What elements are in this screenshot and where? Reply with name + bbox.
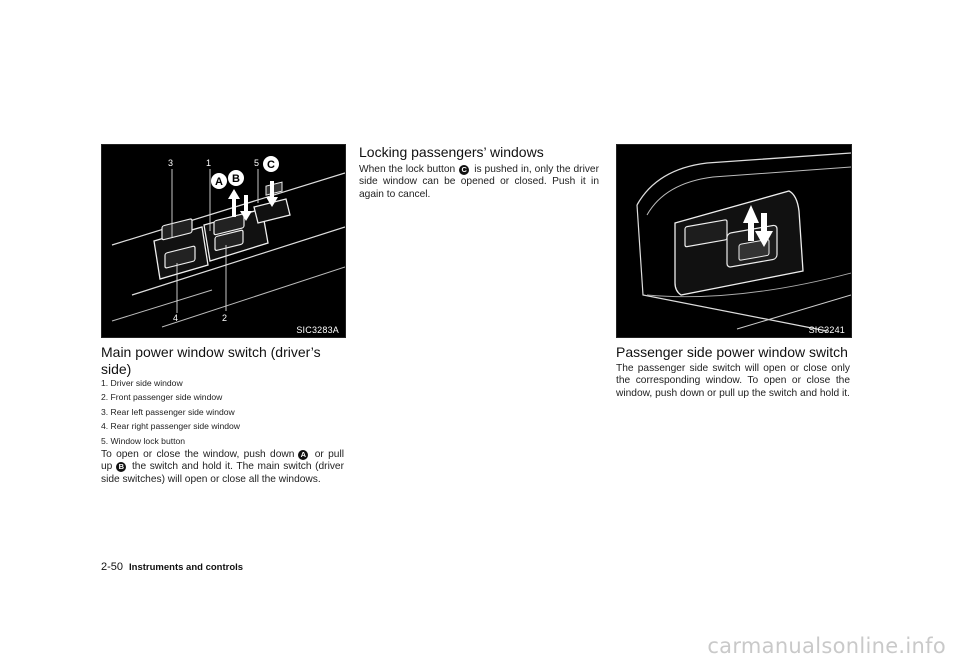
list-item: 1. Driver side window — [101, 378, 183, 388]
callout-1: 1 — [206, 158, 212, 168]
callout-4: 4 — [173, 313, 179, 323]
passenger-switch-illustration — [617, 145, 851, 337]
svg-text:A: A — [215, 176, 223, 188]
heading-main-power-window-switch: Main power window switch (driver’s side) — [101, 344, 321, 377]
list-item: 2. Front passenger side window — [101, 392, 223, 403]
paragraph-open-close-windows: To open or close the window, push down A or pull up B the switch and hold it. The main switch (driver side switches) will open or close all the windows. — [101, 449, 344, 485]
heading-locking-passenger-windows: Locking passengers’ windows — [359, 144, 544, 160]
badge-a-icon: A — [298, 450, 308, 460]
svg-text:C: C — [267, 159, 275, 171]
badge-a-icon — [211, 173, 227, 189]
badge-b-icon — [228, 170, 244, 186]
list-item: 3. Rear left passenger side window — [101, 406, 235, 417]
list-item: 5. Window lock button — [101, 435, 186, 446]
paragraph-lock-button: When the lock button C is pushed in, only the driver side window can be opened or closed. Push it in again to cancel. — [359, 164, 599, 200]
paragraph-passenger-switch: The passenger side switch will open or close only the corresponding window. To open or close the window, push down or pull up the switch and hold it. — [616, 363, 850, 399]
callout-3: 3 — [168, 158, 174, 168]
svg-text:B: B — [232, 173, 240, 185]
badge-b-icon: B — [116, 462, 126, 472]
list-item: 4. Rear right passenger side window — [101, 421, 241, 432]
heading-passenger-power-window-switch: Passenger side power window switch — [616, 344, 848, 360]
watermark: carmanualsonline.info — [707, 634, 946, 658]
callout-5: 5 — [254, 158, 260, 168]
figure-code-right: SIC3241 — [808, 325, 845, 335]
figure-driver-window-switch — [101, 144, 346, 338]
badge-c-icon: C — [459, 165, 469, 175]
figure-passenger-window-switch — [616, 144, 852, 338]
badge-c-icon — [263, 156, 279, 172]
footer-section-title: Instruments and controls — [129, 562, 244, 573]
driver-switch-illustration — [102, 145, 345, 337]
page-footer — [101, 561, 243, 573]
window-switch-legend-list — [101, 376, 344, 448]
page-number: 2-50 — [101, 561, 124, 573]
figure-code-left: SIC3283A — [296, 325, 339, 335]
callout-2: 2 — [222, 313, 228, 323]
